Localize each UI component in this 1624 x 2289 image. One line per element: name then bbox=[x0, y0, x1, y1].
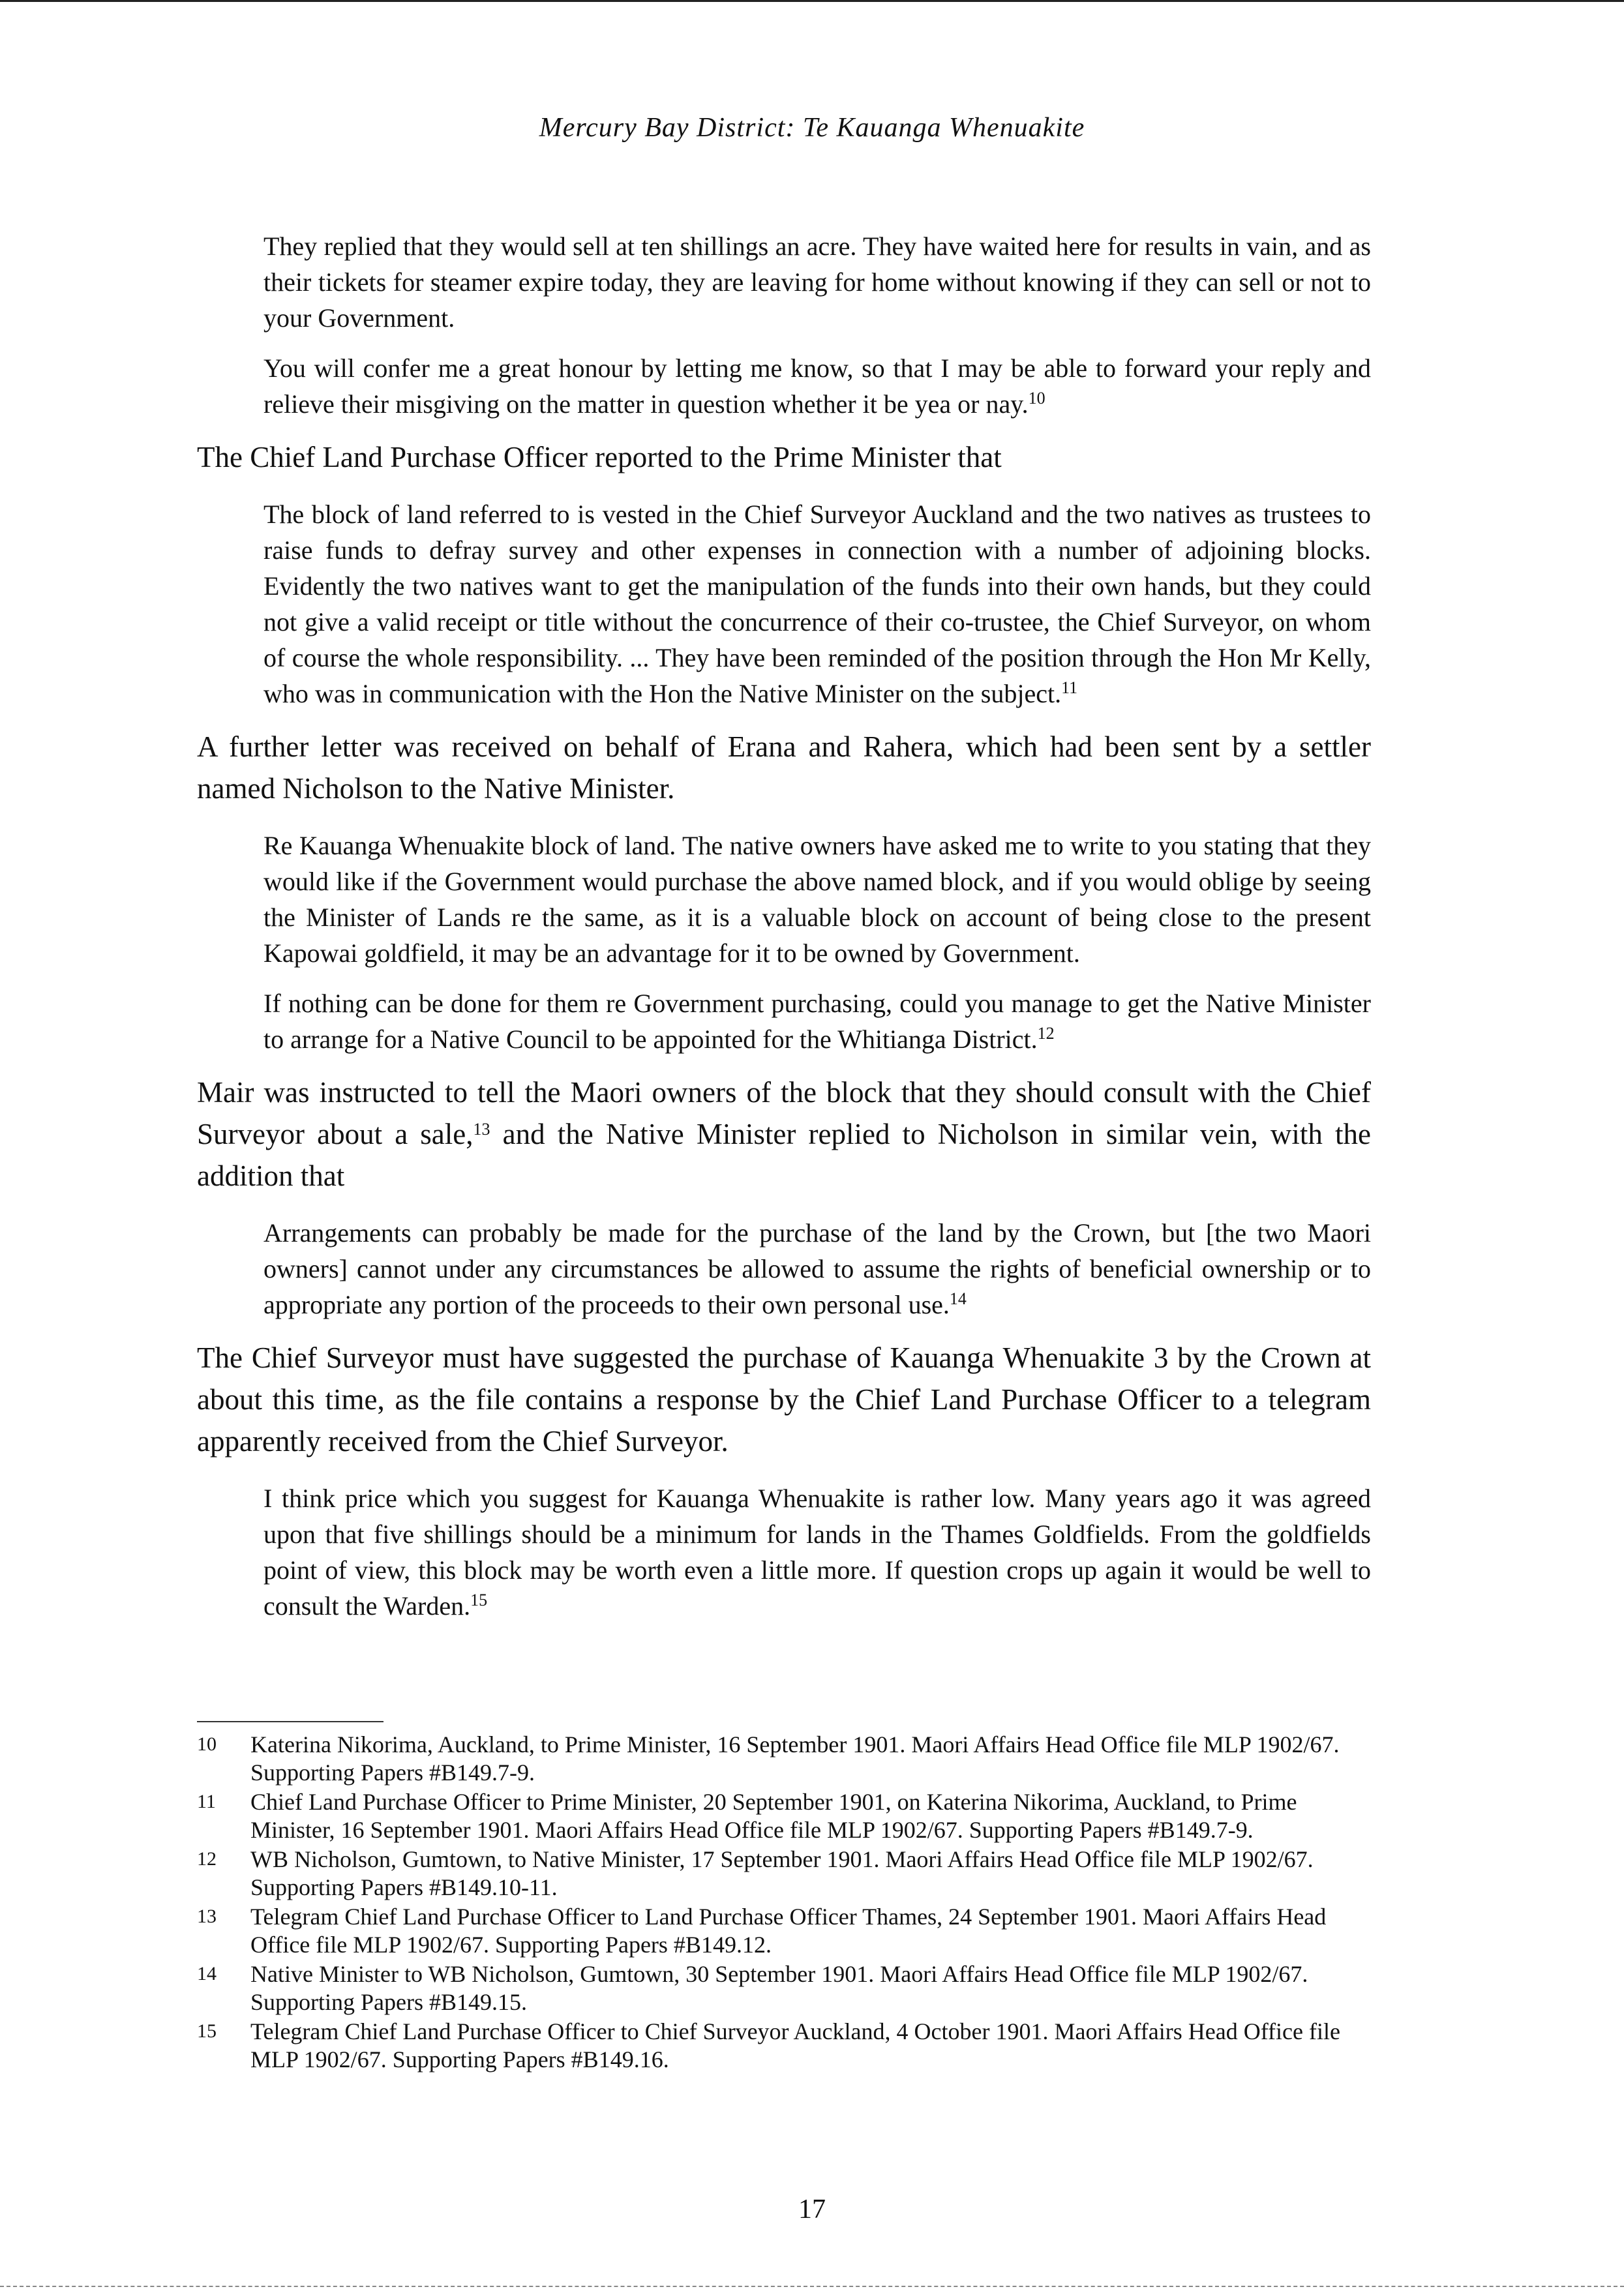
body-text bbox=[197, 228, 1371, 1646]
footnote-number: 15 bbox=[197, 2020, 217, 2042]
footnote-ref[interactable]: 10 bbox=[1028, 389, 1045, 408]
footnote-ref[interactable]: 13 bbox=[473, 1120, 490, 1139]
footnote-ref[interactable]: 14 bbox=[949, 1289, 967, 1308]
paragraph: The Chief Surveyor must have suggested the purchase of Kauanga Whenuakite 3 by the Crown at about this time, as the file contains a response by the Chief Land Purchase Officer to a telegram apparently received from the Chief Surveyor. bbox=[197, 1341, 1371, 1458]
footnote-number: 14 bbox=[197, 1963, 217, 1984]
footnote bbox=[197, 1788, 1371, 1844]
block-quote: The block of land referred to is vested in the Chief Surveyor Auckland and the two natives as trustees to raise funds to defray survey and other expenses in connection with a number of adjoining blocks. Evidently the two natives want to get the manipulation of the funds into their own hands, but they could not give a valid receipt or title without the concurrence of their co-trustee, the Chief Surveyor, on whom of course the whole responsibility. ... They have been reminded of the position through the Hon Mr Kelly, who was in communication with the Hon the Native Minister on the subject.$^{11}$ bbox=[263, 500, 1371, 708]
paragraph: A further letter was received on behalf of Erana and Rahera, which had been sent by a settler named Nicholson to the Native Minister. bbox=[197, 730, 1371, 805]
footnote-number: 10 bbox=[197, 1733, 217, 1755]
footnote bbox=[197, 2018, 1371, 2074]
footnote-text: WB Nicholson, Gumtown, to Native Minister, 17 September 1901. Maori Affairs Head Office file MLP 1902/67. Supporting Papers #B149.10-11. bbox=[250, 1846, 1314, 1900]
scan-edge-bottom bbox=[0, 2286, 1624, 2288]
footnote-text: Telegram Chief Land Purchase Officer to Chief Surveyor Auckland, 4 October 1901. Maori Affairs Head Office file MLP 1902/67. Supporting Papers #B149.16. bbox=[250, 2018, 1340, 2072]
footnote-ref[interactable]: 11 bbox=[1061, 678, 1078, 697]
footnote-ref[interactable]: 15 bbox=[470, 1591, 488, 1609]
footnote-text: Katerina Nikorima, Auckland, to Prime Minister, 16 September 1901. Maori Affairs Head Office file MLP 1902/67. Supporting Papers #B149.7-9. bbox=[250, 1731, 1340, 1786]
block-quote: Arrangements can probably be made for the purchase of the land by the Crown, but [the two Maori owners] cannot under any circumstances be allowed to assume the rights of beneficial ownership or to appropriate any portion of the proceeds to their own personal use.$^{14}$ bbox=[263, 1218, 1371, 1319]
page-number: 17 bbox=[798, 2194, 826, 2224]
paragraph: Mair was instructed to tell the Maori owners of the block that they should consult with the Chief Surveyor about a sale,$^{13}$ and the Native Minister replied to Nicholson in similar vein, with the addition that bbox=[197, 1076, 1371, 1192]
footnote-text: Telegram Chief Land Purchase Officer to Land Purchase Officer Thames, 24 September 1901. Maori Affairs Head Office file MLP 1902/67. Supporting Papers #B149.12. bbox=[250, 1904, 1327, 1958]
footnote bbox=[197, 1903, 1371, 1959]
footnote bbox=[197, 1731, 1371, 1787]
footnote-number: 13 bbox=[197, 1906, 217, 1927]
footnote-separator bbox=[197, 1721, 383, 1722]
block-quote: If nothing can be done for them re Government purchasing, could you manage to get the Native Minister to arrange for a Native Council to be appointed for the Whitianga District.$^{12}$ bbox=[263, 989, 1371, 1054]
paragraph: The Chief Land Purchase Officer reported to the Prime Minister that bbox=[197, 441, 1002, 473]
block-quote: I think price which you suggest for Kauanga Whenuakite is rather low. Many years ago it was agreed upon that five shillings should be a minimum for lands in the Thames Goldfields. From the goldfields point of view, this block may be worth even a little more. If question crops up again it would be well to consult the Warden.$^{15}$ bbox=[263, 1484, 1371, 1621]
footnote-number: 11 bbox=[197, 1791, 216, 1812]
block-quote: They replied that they would sell at ten shillings an acre. They have waited here for results in vain, and as their tickets for steamer expire today, they are leaving for home without knowing if they can sell or not to your Government. bbox=[263, 232, 1371, 333]
footnote-ref[interactable]: 12 bbox=[1037, 1024, 1055, 1043]
running-header: Mercury Bay District: Te Kauanga Whenuakite bbox=[539, 113, 1085, 143]
footnotes bbox=[197, 1731, 1371, 2075]
block-quote: You will confer me a great honour by letting me know, so that I may be able to forward your reply and relieve their misgiving on the matter in question whether it be yea or nay.$^{10}$ bbox=[263, 353, 1371, 419]
footnote bbox=[197, 1846, 1371, 1902]
footnote-text: Chief Land Purchase Officer to Prime Minister, 20 September 1901, on Katerina Nikorima, Auckland, to Prime Minister, 16 September 1901. Maori Affairs Head Office file MLP 1902/67. Supporting Papers #B149.7-9. bbox=[250, 1789, 1297, 1843]
block-quote: Re Kauanga Whenuakite block of land. The native owners have asked me to write to you stating that they would like if the Government would purchase the above named block, and if you would oblige by seeing the Minister of Lands re the same, as it is a valuable block on account of being close to the present Kapowai goldfield, it may be an advantage for it to be owned by Government. bbox=[263, 831, 1371, 968]
footnote-text: Native Minister to WB Nicholson, Gumtown, 30 September 1901. Maori Affairs Head Office file MLP 1902/67. Supporting Papers #B149.15. bbox=[250, 1961, 1308, 2015]
scan-edge-top bbox=[0, 0, 1624, 2]
footnote bbox=[197, 1960, 1371, 2016]
footnote-number: 12 bbox=[197, 1848, 217, 1870]
